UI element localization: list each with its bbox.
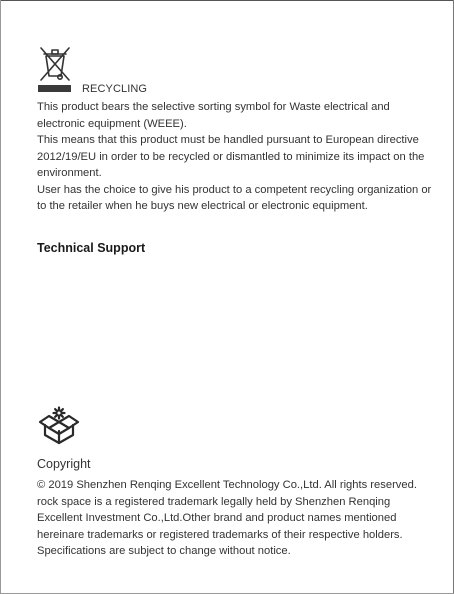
weee-text-block <box>37 99 437 215</box>
box-gear-icon <box>37 405 81 445</box>
weee-bin-icon <box>38 46 72 82</box>
weee-paragraph-3: User has the choice to give his product to a competent recycling organization or to the retailer when he buys new electrical or electronic equipment. <box>37 183 432 212</box>
copyright-line-5: Specifications are subject to change without notice. <box>37 545 291 557</box>
page-border-top <box>0 0 454 1</box>
recycling-label: RECYCLING <box>82 83 148 95</box>
weee-underline-bar <box>38 85 71 92</box>
copyright-text-block <box>37 477 442 560</box>
weee-paragraph-1: This product bears the selective sorting symbol for Waste electrical and electronic equipment (WEEE). <box>37 101 390 130</box>
technical-support-heading: Technical Support <box>37 241 146 255</box>
copyright-heading: Copyright <box>37 457 91 471</box>
copyright-line-1: © 2019 Shenzhen Renqing Excellent Technology Co.,Ltd. All rights reserved. <box>37 479 417 491</box>
copyright-line-3: Excellent Investment Co.,Ltd.Other brand and product names mentioned <box>37 512 397 524</box>
copyright-line-4: hereinare trademarks or registered trademarks of their respective holders. <box>37 528 403 541</box>
weee-paragraph-2: This means that this product must be handled pursuant to European directive 2012/19/EU in order to be recycled or dismantled to minimize its impact on the environment. <box>37 134 425 179</box>
copyright-line-2: rock space is a registered trademark legally held by Shenzhen Renqing <box>37 495 391 508</box>
page-border-left <box>0 0 1 594</box>
